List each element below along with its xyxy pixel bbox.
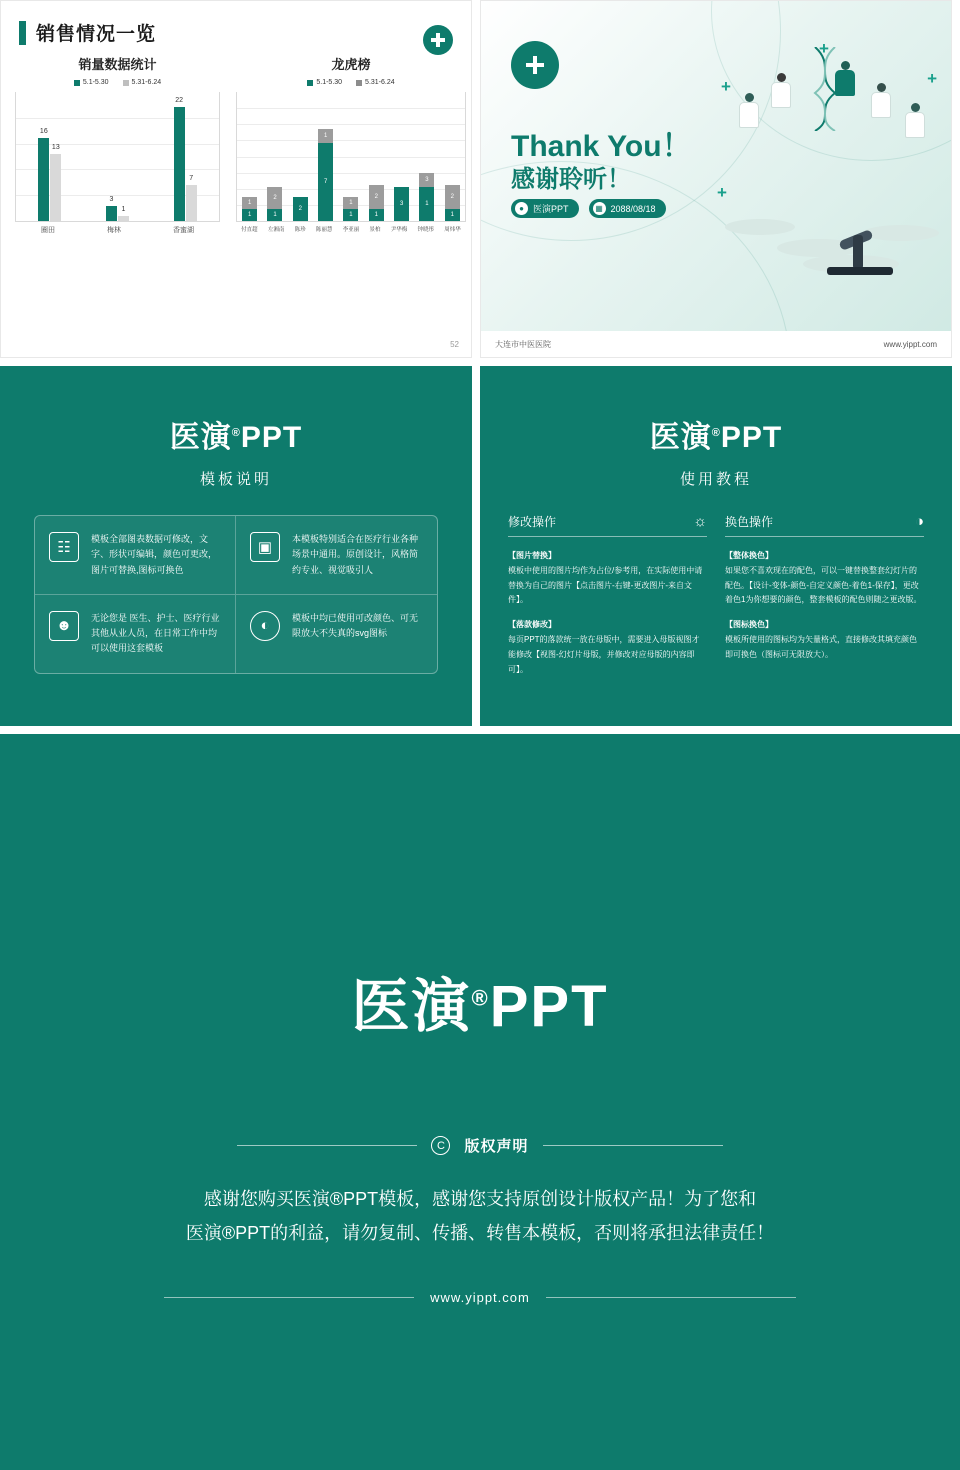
bar-group — [174, 92, 197, 221]
divider-left — [164, 1297, 414, 1298]
brand-name — [0, 959, 960, 1043]
brand-registered-mark: ® — [471, 985, 490, 1011]
section-heading: 【整体换色】 — [725, 551, 773, 560]
bar-value: 16 — [39, 128, 48, 136]
calendar-icon: ▦ — [593, 202, 606, 215]
chart-plot-area — [236, 92, 466, 222]
section-heading: 【落款修改】 — [508, 620, 556, 630]
legend-item — [356, 79, 395, 86]
column-title: 修改操作 — [508, 515, 557, 529]
bar-value: 13 — [51, 143, 60, 151]
brand-logo-large — [0, 734, 960, 1043]
section-body: 每页PPT的落款统一放在母版中，需要进入母版视图才能修改【视图-幻灯片母版，并修改对应母版的内容即可】。 — [508, 634, 700, 674]
thanks-heading-en: Thank You！ — [511, 130, 692, 163]
website-url: www.yippt.com — [430, 1290, 530, 1306]
brand-ppt: PPT — [720, 421, 783, 454]
x-label: 圈田 — [41, 227, 55, 234]
column-body — [725, 549, 924, 663]
slide-usage-tutorial — [480, 366, 952, 726]
hospital-cross-logo — [511, 41, 559, 89]
doctor-figure — [771, 73, 791, 108]
chart-x-axis-labels — [236, 225, 466, 233]
divider-left — [237, 1145, 417, 1146]
doctor-figure — [905, 103, 925, 138]
feature-text: 模板全部图表数据可修改，文字、形状可编辑，颜色可更改，图片可替换,图标可换色 — [91, 534, 218, 575]
doctor-figure — [871, 83, 891, 118]
slide-subtitle: 使用教程 — [679, 471, 752, 488]
slides-row-top — [0, 0, 960, 358]
feature-card-grid — [34, 515, 438, 674]
date-label: 2088/08/18 — [610, 203, 656, 214]
chart-stacked-bars — [237, 92, 465, 221]
thanks-heading-cn: 感谢聆听！ — [511, 166, 631, 193]
bar — [118, 205, 129, 221]
bar-value: 22 — [175, 97, 184, 105]
stacked-bar — [293, 197, 308, 221]
page-title: 销售情况一览 — [36, 24, 157, 45]
x-label: 尹华梅 — [390, 227, 408, 233]
plus-icon: + — [927, 69, 937, 88]
bar-segment: 1 — [445, 209, 460, 221]
title-accent-bar — [19, 21, 26, 45]
stacked-bar — [318, 129, 333, 221]
chart-x-axis-labels — [15, 225, 220, 235]
footer-website: www.yippt.com — [883, 339, 937, 349]
bar-segment: 3 — [419, 173, 434, 187]
divider-right — [543, 1145, 723, 1146]
section-body: 模板中使用的图片均作为占位/参考用，在实际使用中请替换为自己的图片【点击图片-右键-更改图片-来自文件】。 — [508, 565, 703, 605]
copyright-header — [0, 1135, 960, 1156]
x-label: 李亚丽 — [342, 227, 360, 233]
chart-legend — [236, 79, 466, 86]
legend-label: 5.31-6.24 — [131, 79, 162, 86]
charts-container — [1, 54, 471, 235]
chart-leaderboard — [236, 54, 466, 235]
date-pill — [589, 199, 666, 218]
section-body: 如果您不喜欢现在的配色，可以一键替换整套幻灯片的配色。【设计-变体-颜色-自定义颜色-着色1-保存】，更改着色1为你想要的颜色，整套模板的配色则随之更改版。 — [725, 565, 922, 605]
legend-label: 5.31-6.24 — [365, 79, 395, 86]
doctor-figure — [739, 93, 759, 128]
stacked-bar — [445, 185, 460, 221]
legend-swatch-icon — [307, 80, 313, 86]
slide-footer — [481, 331, 951, 357]
footer-hospital-name: 大连市中医医院 — [495, 339, 551, 349]
x-label: 钟晓彤 — [417, 227, 434, 233]
author-label: 医演PPT — [533, 204, 569, 214]
legend-label: 5.1-5.30 — [316, 79, 343, 86]
section-heading: 【图片替换】 — [508, 551, 556, 560]
slide-header — [1, 1, 471, 46]
book-icon: ☷ — [49, 532, 79, 562]
legend-item — [74, 79, 109, 86]
bar-group — [38, 92, 61, 221]
column-header — [725, 513, 924, 537]
brand-ppt: PPT — [489, 974, 609, 1039]
x-label: 周炜华 — [444, 227, 461, 233]
hospital-cross-logo — [423, 25, 453, 55]
chart-legend — [15, 79, 220, 86]
stacked-bar — [369, 185, 384, 221]
chart-bars — [16, 92, 219, 221]
x-label: 陈珍 — [294, 227, 306, 233]
column-title: 换色操作 — [725, 515, 774, 529]
feature-text: 本模板特别适合在医疗行业各种场景中通用。原创设计，风格简约专业、视觉吸引人 — [292, 534, 419, 575]
slide-sales-overview — [0, 0, 472, 358]
dna-helix-icon — [811, 47, 837, 131]
legend-item — [307, 79, 342, 86]
doctor-figure — [835, 61, 855, 96]
brand-logo — [0, 366, 472, 489]
tutorial-columns — [508, 513, 924, 677]
cross-icon — [526, 56, 544, 74]
meta-pill-row — [511, 199, 666, 218]
legend-item — [123, 79, 162, 86]
medical-team-illustration — [715, 21, 945, 281]
bar — [38, 128, 49, 221]
feature-cell — [236, 595, 437, 673]
bar-segment: 1 — [369, 209, 384, 221]
id-card-icon: ☻ — [49, 611, 79, 641]
bar-segment: 2 — [445, 185, 460, 209]
bar-segment: 1 — [267, 209, 282, 221]
plus-icon: + — [819, 39, 829, 58]
feature-cell — [35, 516, 236, 595]
palette-icon: ◐ — [250, 611, 280, 641]
copyright-icon: C — [431, 1136, 450, 1155]
slide-template-description — [0, 366, 472, 726]
copyright-text — [0, 1182, 960, 1250]
bar — [106, 195, 117, 221]
cross-icon — [431, 33, 445, 47]
x-label: 香蜜湖 — [173, 227, 194, 234]
x-label: 付直超 — [241, 227, 258, 233]
stacked-bar — [419, 173, 434, 221]
bar-segment: 1 — [419, 187, 434, 221]
bar — [186, 174, 197, 221]
feature-cell — [236, 516, 437, 595]
brand-cn: 医演 — [351, 974, 472, 1039]
column-header — [508, 513, 707, 537]
bar-segment: 3 — [394, 187, 409, 221]
copyright-label: 版权声明 — [464, 1138, 529, 1155]
bar-value: 1 — [121, 205, 126, 213]
plus-icon: + — [717, 183, 727, 202]
bar-segment: 1 — [242, 197, 257, 209]
x-label: 陈丽慧 — [315, 227, 333, 233]
legend-label: 5.1-5.30 — [82, 79, 109, 86]
website-row — [0, 1290, 960, 1305]
brand-cn: 医演 — [649, 421, 712, 454]
brand-ppt: PPT — [240, 421, 303, 454]
section-body: 模板所使用的图标均为矢量格式，直接修改其填充颜色即可换色（图标可无限放大）。 — [725, 634, 917, 659]
color-wheel-icon: ◑ — [914, 513, 924, 530]
slides-row-middle — [0, 366, 960, 726]
brand-logo — [480, 366, 952, 489]
stacked-bar — [343, 197, 358, 221]
legend-swatch-icon — [123, 80, 129, 86]
brand-registered-mark: ® — [711, 427, 721, 439]
chart-plot-area — [15, 92, 220, 222]
person-icon: ● — [515, 202, 528, 215]
chart-title: 销量数据统计 — [78, 57, 157, 72]
tutorial-column-color — [725, 513, 924, 677]
brand-name — [480, 412, 952, 456]
chart-title: 龙虎榜 — [331, 57, 371, 72]
brand-registered-mark: ® — [231, 427, 241, 439]
section-heading: 【图标换色】 — [725, 620, 773, 630]
bar-segment: 2 — [267, 187, 282, 209]
archive-icon: ▣ — [250, 532, 280, 562]
bar-segment: 1 — [343, 209, 358, 221]
bar-segment: 7 — [318, 143, 333, 221]
bar-segment: 1 — [318, 129, 333, 143]
bar-segment: 2 — [369, 185, 384, 209]
page-number: 52 — [450, 340, 459, 349]
bar-segment: 1 — [242, 209, 257, 221]
x-label: 景柏 — [369, 227, 381, 233]
tutorial-column-edit — [508, 513, 707, 677]
feature-cell — [35, 595, 236, 673]
stacked-bar — [242, 197, 257, 221]
legend-swatch-icon — [356, 80, 362, 86]
author-pill — [511, 199, 579, 218]
stacked-bar — [394, 187, 409, 221]
x-label: 左湘南 — [267, 227, 285, 233]
brand-cn: 医演 — [169, 421, 232, 454]
bar-value: 3 — [109, 195, 114, 203]
x-label: 梅林 — [107, 227, 121, 234]
legend-swatch-icon — [74, 80, 80, 86]
copyright-line-1: 感谢您购买医演®PPT模板，感谢您支持原创设计版权产品！为了您和 — [203, 1189, 757, 1209]
divider-right — [546, 1297, 796, 1298]
copyright-line-2: 医演®PPT的利益，请勿复制、传播、转售本模板，否则将承担法律责任！ — [185, 1223, 775, 1244]
bar-segment: 1 — [343, 197, 358, 209]
feature-text: 无论您是 医生、护士、医疗行业其他从业人员，在日常工作中均可以使用这套模板 — [91, 612, 220, 654]
bar-segment: 2 — [293, 197, 308, 221]
slide-subtitle: 模板说明 — [199, 471, 272, 488]
chart-sales-volume — [15, 54, 220, 235]
stacked-bar — [267, 187, 282, 221]
feature-text: 模板中均已使用可改颜色、可无限放大不失真的svg图标 — [292, 612, 419, 639]
brand-name — [0, 412, 472, 456]
bar-group — [106, 92, 129, 221]
microscope-icon — [827, 221, 893, 275]
slide-copyright-notice — [0, 734, 960, 1470]
bar — [174, 97, 185, 221]
bar-value: 7 — [189, 174, 194, 182]
bar — [50, 143, 61, 221]
slide-thank-you — [480, 0, 952, 358]
plus-icon: + — [721, 77, 731, 96]
lightbulb-icon: ☼ — [693, 513, 707, 530]
column-body — [508, 549, 707, 677]
